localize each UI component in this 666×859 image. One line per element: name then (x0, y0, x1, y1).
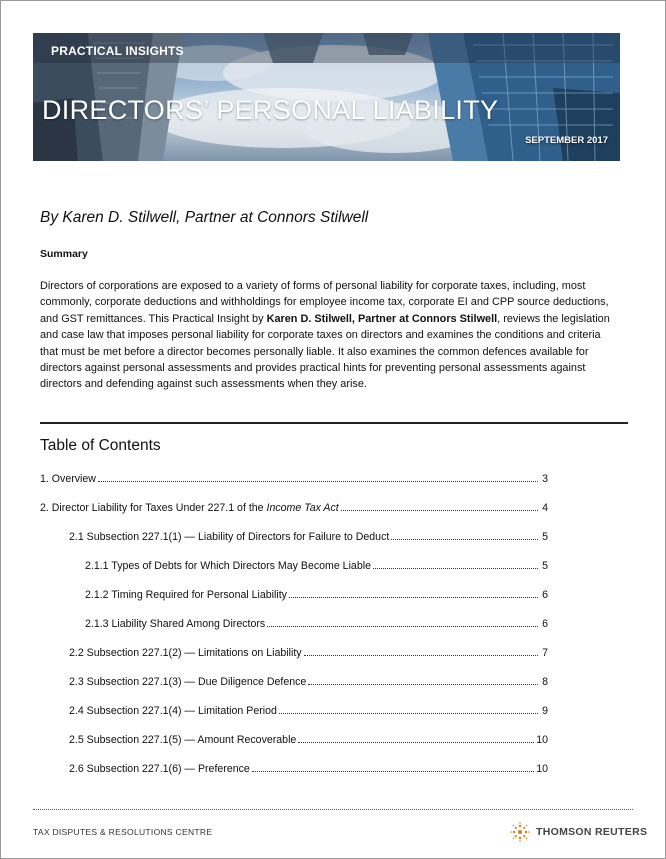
summary-author-bold: Karen D. Stilwell, Partner at Connors Stilwell (266, 312, 498, 325)
toc-leader (98, 480, 538, 482)
toc-entry[interactable] (69, 705, 548, 719)
toc-leader (308, 683, 538, 685)
summary-paragraph (40, 278, 615, 393)
toc-entry[interactable] (69, 647, 548, 661)
toc-entry-page: 4 (542, 502, 548, 514)
toc-entry[interactable] (85, 589, 548, 603)
toc-entry-label: 2.5 Subsection 227.1(5) — Amount Recoverable (69, 734, 297, 746)
toc-entry-label: 2.1.2 Timing Required for Personal Liability (85, 589, 287, 601)
toc-leader (298, 741, 534, 743)
toc-entry-label: 1. Overview (40, 473, 96, 485)
banner-kicker: PRACTICAL INSIGHTS (51, 44, 184, 58)
toc-entry-label: 2.1.3 Liability Shared Among Directors (85, 618, 266, 630)
summary-text-1: Directors of corporations are exposed to a variety of forms of personal liability for corporate taxes, including, most commonly, corporate deductions and withholdings for employee income tax, corporate EI and CPP source deductions, and GST remittances. This Practical Insight by (40, 280, 609, 325)
toc-leader (279, 712, 538, 714)
toc-entry-label: 2.3 Subsection 227.1(3) — Due Diligence Defence (69, 676, 307, 688)
toc-entry[interactable] (69, 676, 548, 690)
toc-entry-page: 3 (542, 473, 548, 485)
toc-entry-page: 6 (542, 589, 548, 601)
toc-leader (341, 509, 538, 511)
toc-title: Table of Contents (40, 437, 161, 454)
toc-leader (391, 538, 538, 540)
toc-entry[interactable] (85, 618, 548, 632)
toc-entry-page: 8 (542, 676, 548, 688)
summary-text-2: , reviews the legislation and case law that imposes personal liability for corporate taxes on directors and examines the conditions and criteria that must be met before a director becomes personally liable. It also examines the common defences available for directors against personal assessments and provides practical hints for preventing personal assessments against directors and defending against such assessments when they arise. (40, 312, 610, 391)
toc-entry-page: 10 (536, 734, 548, 746)
toc-entry[interactable] (40, 473, 548, 487)
toc-entry-label: 2.6 Subsection 227.1(6) — Preference (69, 763, 250, 775)
toc-leader (304, 654, 538, 656)
footer-centre-name: TAX DISPUTES & RESOLUTIONS CENTRE (33, 827, 213, 837)
toc-entry-label: 2.1 Subsection 227.1(1) — Liability of Directors for Failure to Deduct (69, 531, 390, 543)
toc-entry[interactable] (40, 502, 548, 516)
toc-leader (267, 625, 538, 627)
byline: By Karen D. Stilwell, Partner at Connors Stilwell (40, 209, 369, 226)
toc-entry-page: 5 (542, 531, 548, 543)
toc-entry[interactable] (69, 763, 548, 777)
toc-entry-label (40, 502, 339, 514)
banner-title: DIRECTORS’ PERSONAL LIABILITY (42, 95, 499, 125)
toc-entry-page: 7 (542, 647, 548, 659)
toc-entry-page: 6 (542, 618, 548, 630)
toc-entry-label: 2.2 Subsection 227.1(2) — Limitations on Liability (69, 647, 302, 659)
footer-brand: THOMSON REUTERS (536, 826, 648, 838)
toc-entry-page: 10 (536, 763, 548, 775)
summary-heading: Summary (40, 248, 88, 260)
toc-leader (252, 770, 534, 772)
toc-entry-label: 2.4 Subsection 227.1(4) — Limitation Period (69, 705, 277, 717)
banner-date: SEPTEMBER 2017 (525, 135, 608, 146)
toc-entry-page: 5 (542, 560, 548, 572)
section-divider (40, 422, 628, 424)
toc-entry-page: 9 (542, 705, 548, 717)
toc-entry-label: 2.1.1 Types of Debts for Which Directors May Become Liable (85, 560, 371, 572)
toc-entry[interactable] (69, 531, 548, 545)
toc-entry-label-text: 2. Director Liability for Taxes Under 227.1 of the (40, 502, 267, 514)
thomson-reuters-logo-icon (510, 822, 530, 842)
header-banner (33, 33, 620, 161)
toc-leader (289, 596, 538, 598)
toc-leader (373, 567, 538, 569)
toc-entry[interactable] (85, 560, 548, 574)
footer-divider (33, 809, 633, 810)
toc-entry-label-italic: Income Tax Act (266, 502, 339, 514)
toc-entry[interactable] (69, 734, 548, 748)
